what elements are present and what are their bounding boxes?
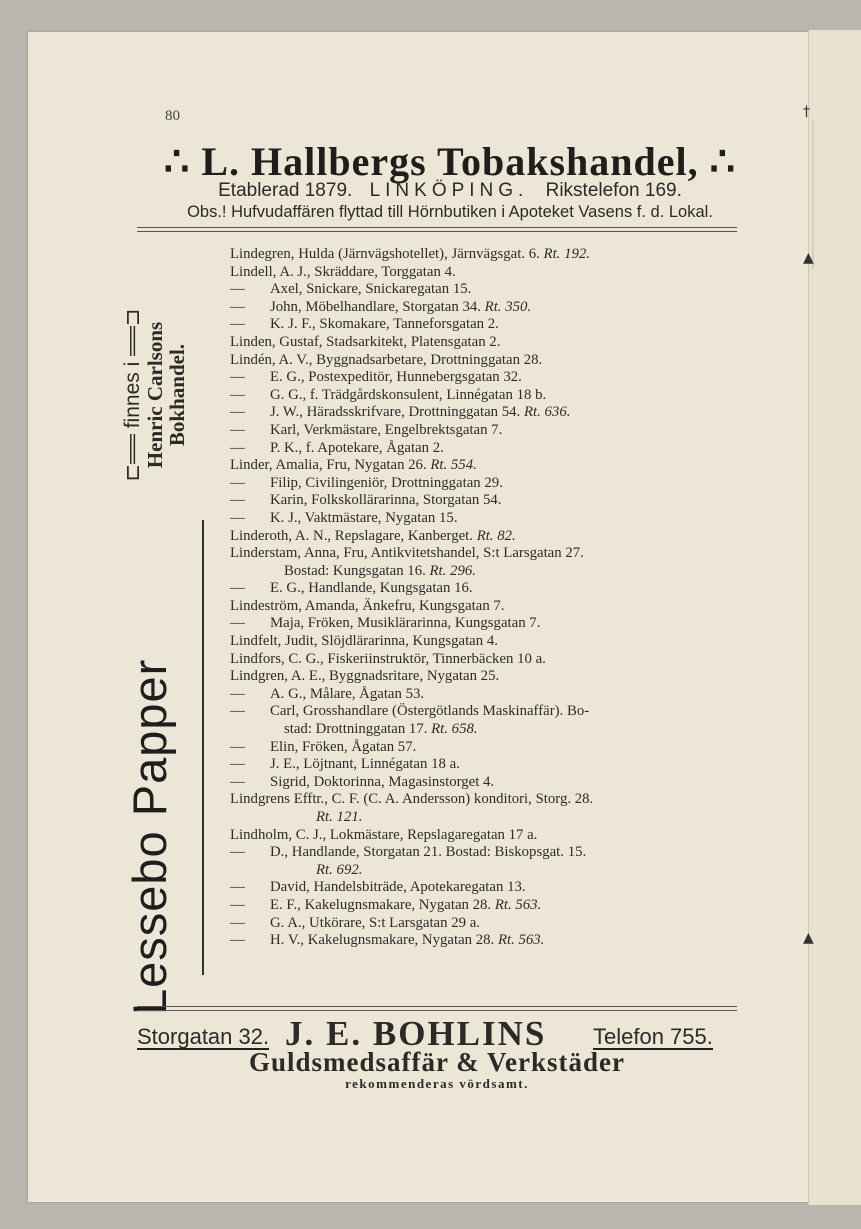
entry-text: Bostad: Kungsgatan 16. [284,562,430,579]
ditto-dash: — [230,404,245,421]
entry-text: Carl, Grosshandlare (Östergötlands Maskinaffär). Bo- [270,703,590,720]
directory-entry [230,862,775,880]
ditto-dash: — [230,474,245,491]
entry-text: Linden, Gustaf, Stadsarkitekt, Platensgatan 2. [230,333,501,350]
directory-entry [230,703,775,721]
shop-title: ∴ L. Hallbergs Tobakshandel, ∴ [163,139,737,184]
ad-shop-name: Henric Carlsons Bokhandel. [143,321,189,469]
directory-entry [230,316,775,334]
entry-text: Karin, Folkskollärarinna, Storgatan 54. [270,492,502,509]
ditto-dash: — [230,421,245,438]
entry-text: Lindegren, Hulda (Järnvägshotellet), Järnvägsgat. 6. [230,246,544,262]
entry-text: J. E., Löjtnant, Linnégatan 18 a. [270,756,460,773]
directory-entry [230,580,775,598]
directory-entry [230,844,775,862]
footer-divider [137,1006,737,1011]
directory-entry [230,686,775,704]
directory-entry [230,774,775,792]
ditto-dash: — [230,914,245,931]
entry-phone: Rt. 350. [484,298,532,315]
directory-entry [230,528,775,546]
ditto-dash: — [230,316,245,333]
directory-entry [230,334,775,352]
entry-text: David, Handelsbiträde, Apotekaregatan 13. [270,879,526,896]
entry-phone: Rt. 563. [497,932,545,949]
established-year: Etablerad 1879. [218,180,353,201]
directory-entry [230,721,775,739]
entry-text: P. K., f. Apotekare, Ågatan 2. [270,439,444,456]
ditto-dash: — [230,281,245,298]
footer-street: Storgatan 32. [137,1024,270,1049]
ditto-dash: — [230,685,245,702]
directory-entry [230,739,775,757]
ditto-dash: — [230,844,245,861]
entry-text: Sigrid, Doktorinna, Magasinstorget 4. [270,773,495,790]
directory-entry [230,598,775,616]
footer-business: Guldsmedsaffär & Verkstäder [248,1047,625,1077]
directory-entry [230,668,775,686]
ditto-dash: — [230,439,245,456]
entry-phone: Rt. 658. [431,721,478,738]
entry-text: E. F., Kakelugnsmakare, Nygatan 28. [270,896,495,913]
entry-text: G. A., Utkörare, S:t Larsgatan 29 a. [270,914,480,931]
margin-mark-bottom: ▲ [803,930,814,946]
entry-text: stad: Drottninggatan 17. [284,721,432,738]
directory-entry [230,545,775,563]
next-page-edge [808,30,861,1205]
entry-text: Lindfors, C. G., Fiskeriinstruktör, Tinnerbäcken 10 a. [230,650,546,667]
ditto-dash: — [230,703,245,720]
directory-entry [230,369,775,387]
entry-text: Lindfelt, Judit, Slöjdlärarinna, Kungsgatan 4. [230,633,498,650]
directory-entry [230,475,775,493]
directory-entry [230,352,775,370]
ditto-dash: — [230,738,245,755]
entry-text: Lindgren, A. E., Byggnadsritare, Nygatan 25. [230,668,500,685]
directory-entry [230,404,775,422]
directory-entry [230,510,775,528]
ditto-dash: — [230,896,245,913]
entry-text: D., Handlande, Storgatan 21. Bostad: Biskopsgat. 15. [270,844,587,861]
directory-entry [230,827,775,845]
directory-entry [230,932,775,950]
entry-text: Lindell, A. J., Skräddare, Torggatan 4. [230,263,456,280]
directory-entry [230,915,775,933]
entry-text: A. G., Målare, Ågatan 53. [270,685,425,702]
directory-entry [230,299,775,317]
entry-text: K. J., Vaktmästare, Nygatan 15. [270,509,458,526]
entry-phone: Rt. 692. [316,861,363,878]
directory-entry [230,387,775,405]
page-number: 80 [165,108,180,124]
ditto-dash: — [230,879,245,896]
entry-text: Filip, Civilingeniör, Drottninggatan 29. [270,474,503,491]
entry-text: Lindgrens Efftr., C. F. (C. A. Andersson) konditori, Storg. 28. [230,791,594,808]
entry-phone: Rt. 554. [430,457,477,474]
phone-number: Rikstelefon 169. [545,180,682,201]
entry-text: Elin, Fröken, Ågatan 57. [270,738,417,755]
entry-text: J. W., Häradsskrifvare, Drottninggatan 54. [270,404,524,421]
entry-phone: Rt. 296. [429,562,476,579]
ditto-dash: — [230,932,245,949]
directory-entry [230,879,775,897]
ditto-dash: — [230,509,245,526]
entry-phone: Rt. 636. [523,404,571,421]
entry-text: Linder, Amalia, Fru, Nygatan 26. [230,457,431,474]
entry-text: Axel, Snickare, Snickaregatan 15. [270,281,472,298]
ad-availability: ⊏══ finnes i ══⊐ [121,308,144,482]
directory-entry [230,615,775,633]
ditto-dash: — [230,492,245,509]
shop-subtitle [140,180,760,202]
ad-shop-block [120,215,190,575]
directory-entry [230,422,775,440]
directory-entry [230,651,775,669]
margin-mark-top: † [803,104,810,120]
ditto-dash: — [230,386,245,403]
entry-phone: Rt. 192. [543,246,590,262]
ditto-dash: — [230,369,245,386]
ad-divider-line [202,520,204,975]
entry-phone: Rt. 82. [476,527,516,544]
side-advertisement [120,215,200,1015]
margin-mark-mid: ▲ [803,250,814,266]
directory-entry [230,281,775,299]
ditto-dash: — [230,580,245,597]
entry-text: John, Möbelhandlare, Storgatan 34. [270,298,485,315]
entry-text: Linderoth, A. N., Repslagare, Kanberget. [230,527,477,544]
directory-entry [230,809,775,827]
entry-text: G. G., f. Trädgårdskonsulent, Linnégatan 18 b. [270,386,547,403]
entry-text: Karl, Verkmästare, Engelbrektsgatan 7. [270,421,503,438]
entry-text: K. J. F., Skomakare, Tanneforsgatan 2. [270,316,499,333]
ditto-dash: — [230,756,245,773]
ditto-dash: — [230,773,245,790]
footer-tagline: rekommenderas vördsamt. [345,1076,529,1091]
entry-text: Lindholm, C. J., Lokmästare, Repslagaregatan 17 a. [230,826,538,843]
directory-entry [230,563,775,581]
directory-entry [230,264,775,282]
ditto-dash: — [230,615,245,632]
entry-text: Lindén, A. V., Byggnadsarbetare, Drottninggatan 28. [230,351,543,368]
relocation-notice: Obs.! Hufvudaffären flyttad till Hörnbutiken i Apoteket Vasens f. d. Lokal. [187,203,713,221]
footer-phone: Telefon 755. [593,1024,713,1049]
entry-text: H. V., Kakelugnsmakare, Nygatan 28. [270,932,498,949]
directory-entry [230,791,775,809]
entry-phone: Rt. 563. [494,896,542,913]
ad-brand: Lessebo Papper [123,658,176,1015]
entry-phone: Rt. 121. [316,809,363,825]
directory-entry [230,492,775,510]
directory-entry [230,440,775,458]
city-name: LINKÖPING. [369,180,529,201]
header-divider [137,227,737,232]
directory-entry [230,633,775,651]
entry-text: Lindeström, Amanda, Änkefru, Kungsgatan 7. [230,597,505,614]
directory-entries [230,246,775,950]
directory-entry [230,897,775,915]
entry-text: Linderstam, Anna, Fru, Antikvitetshandel, S:t Larsgatan 27. [230,545,584,562]
entry-text: E. G., Handlande, Kungsgatan 16. [270,580,473,597]
entry-text: Maja, Fröken, Musiklärarinna, Kungsgatan 7. [270,615,541,632]
page-fold [812,120,814,270]
directory-entry [230,246,775,264]
directory-entry [230,457,775,475]
entry-text: E. G., Postexpeditör, Hunnebergsgatan 32. [270,369,522,386]
ditto-dash: — [230,298,245,315]
directory-entry [230,756,775,774]
footer-company: J. E. BOHLINS [285,1014,547,1053]
